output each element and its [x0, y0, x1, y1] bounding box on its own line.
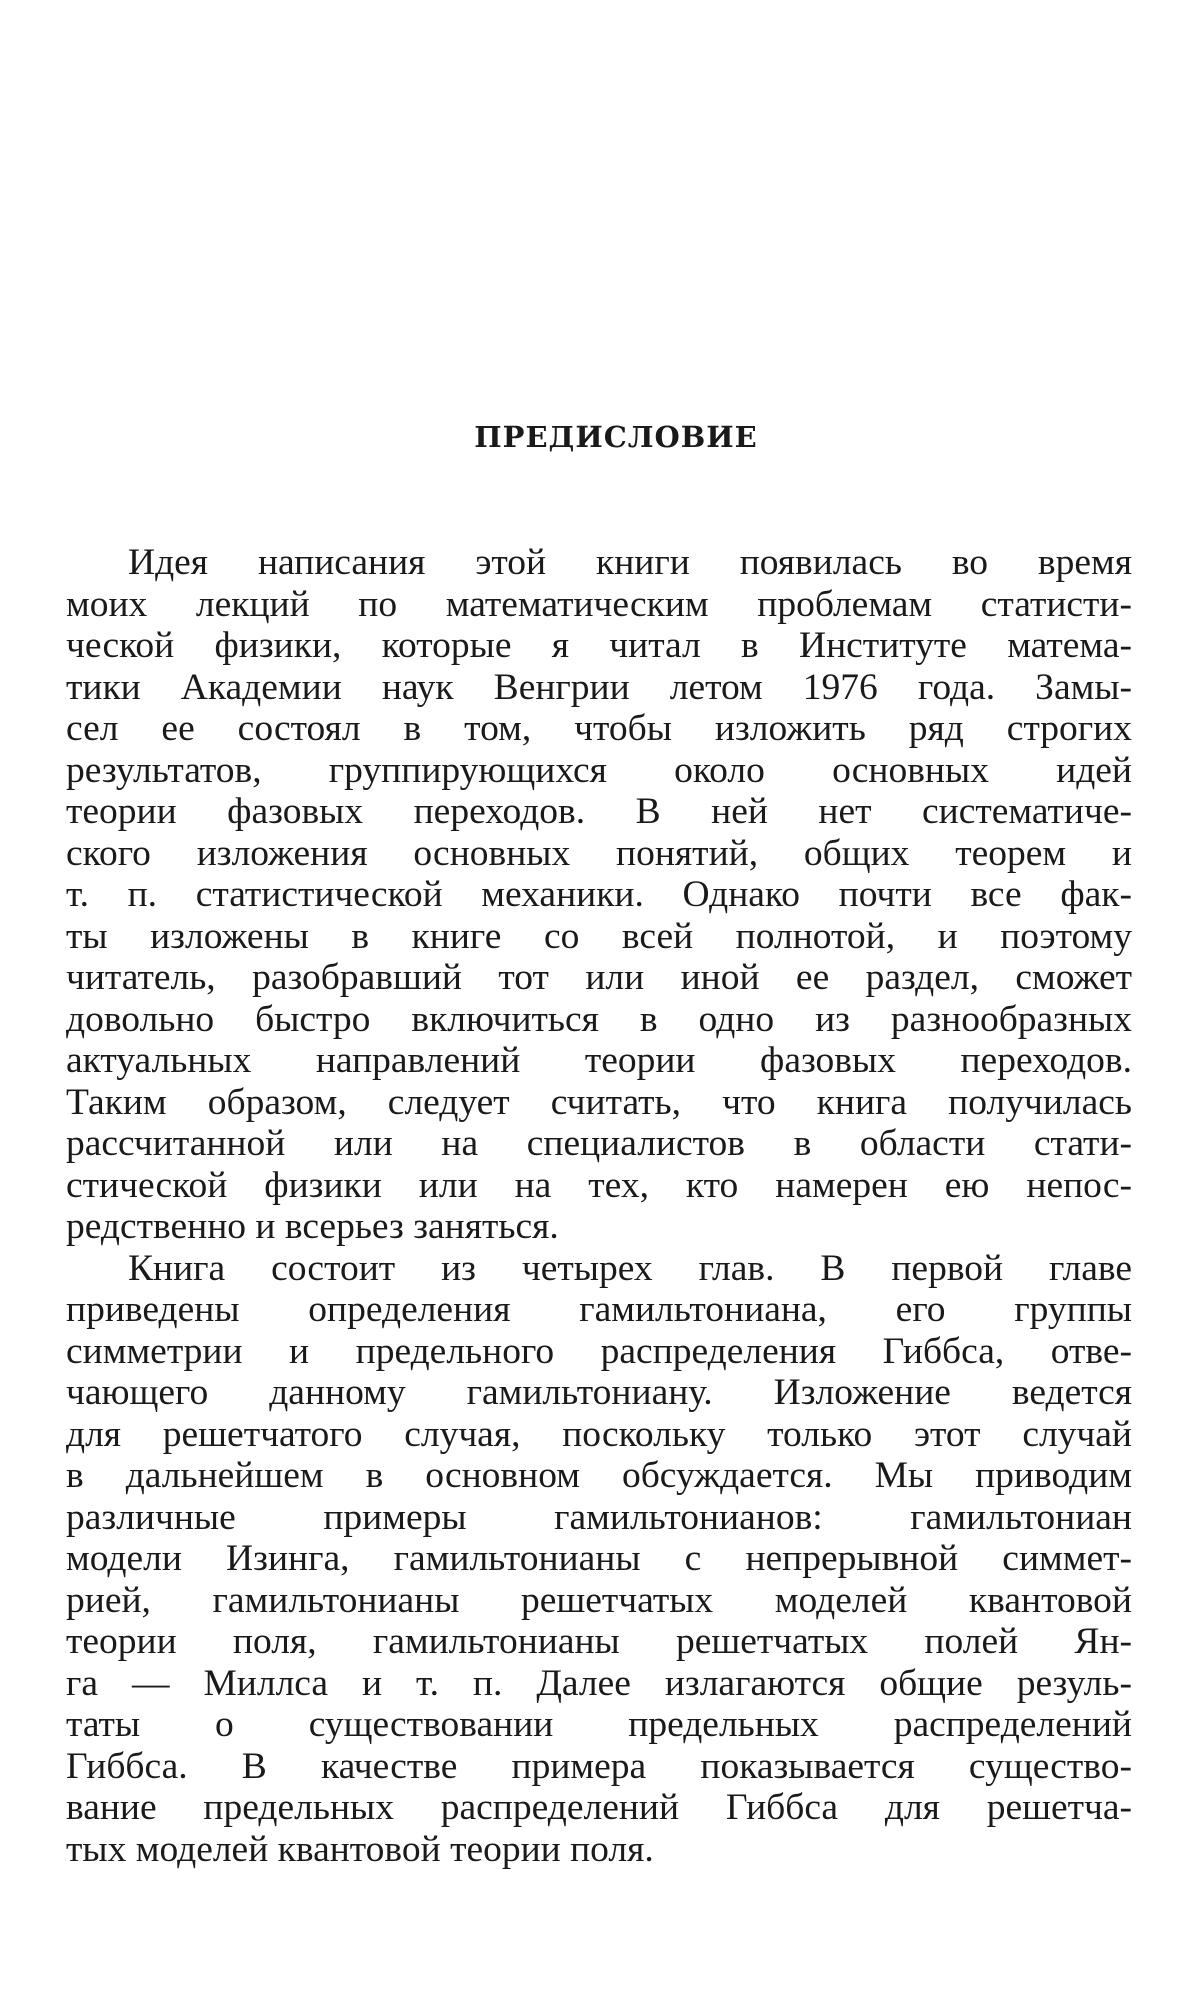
text-line: вание предельных распределений Гиббса для решетча- — [66, 1787, 1132, 1828]
text-line: чающего данному гамильтониану. Изложение ведется — [66, 1372, 1132, 1413]
body-text — [66, 542, 1132, 1870]
text-line: моих лекций по математическим проблемам статисти- — [66, 583, 1132, 625]
paragraph — [66, 542, 1132, 1248]
text-line: для решетчатого случая, поскольку только этот случай — [66, 1413, 1132, 1455]
text-line: га — Миллса и т. п. Далее излагаются общие резуль- — [66, 1662, 1132, 1704]
text-line: тики Академии наук Венгрии летом 1976 года. Замы- — [66, 666, 1132, 708]
text-line: Идея написания этой книги появилась во время — [128, 542, 1132, 583]
text-line: результатов, группирующихся около основных идей — [66, 749, 1132, 791]
text-line: т. п. статистической механики. Однако почти все фак- — [66, 874, 1132, 915]
text-line: модели Изинга, гамильтонианы с непрерывной симмет- — [66, 1538, 1132, 1579]
text-line: симметрии и предельного распределения Гиббса, отве- — [66, 1330, 1132, 1372]
text-line: теории поля, гамильтонианы решетчатых полей Ян- — [66, 1621, 1132, 1662]
paragraph — [66, 1248, 1132, 1871]
text-line: тых моделей квантовой теории поля. — [66, 1828, 654, 1870]
page-title: ПРЕДИСЛОВИЕ — [474, 420, 758, 454]
text-line: Таким образом, следует считать, что книга получилась — [66, 1081, 1132, 1123]
text-line: редственно и всерьез заняться. — [66, 1206, 559, 1247]
text-line: теории фазовых переходов. В ней нет систематиче- — [66, 791, 1132, 832]
text-line: сел ее состоял в том, чтобы изложить ряд строгих — [66, 708, 1132, 749]
text-line: стической физики или на тех, кто намерен ею непос- — [66, 1164, 1132, 1206]
text-line: рассчитанной или на специалистов в области стати- — [66, 1123, 1132, 1164]
text-line: актуальных направлений теории фазовых переходов. — [66, 1040, 1132, 1081]
text-line: в дальнейшем в основном обсуждается. Мы приводим — [66, 1455, 1132, 1496]
text-line: различные примеры гамильтонианов: гамильтониан — [66, 1496, 1132, 1538]
text-line: приведены определения гамильтониана, его группы — [66, 1289, 1132, 1330]
text-line: Книга состоит из четырех глав. В первой главе — [128, 1247, 1132, 1289]
text-line: читатель, разобравший тот или иной ее раздел, сможет — [66, 957, 1132, 998]
text-line: ческой физики, которые я читал в Институте матема- — [66, 625, 1132, 666]
text-line: ского изложения основных понятий, общих теорем и — [66, 832, 1132, 874]
text-line: довольно быстро включиться в одно из разнообразных — [66, 998, 1132, 1040]
paragraphs — [66, 542, 1132, 1870]
text-line: таты о существовании предельных распределений — [66, 1704, 1132, 1745]
text-line: Гиббса. В качестве примера показывается существо- — [66, 1745, 1132, 1787]
text-line: рией, гамильтонианы решетчатых моделей квантовой — [66, 1579, 1132, 1621]
text-line: ты изложены в книге со всей полнотой, и поэтому — [66, 915, 1132, 957]
